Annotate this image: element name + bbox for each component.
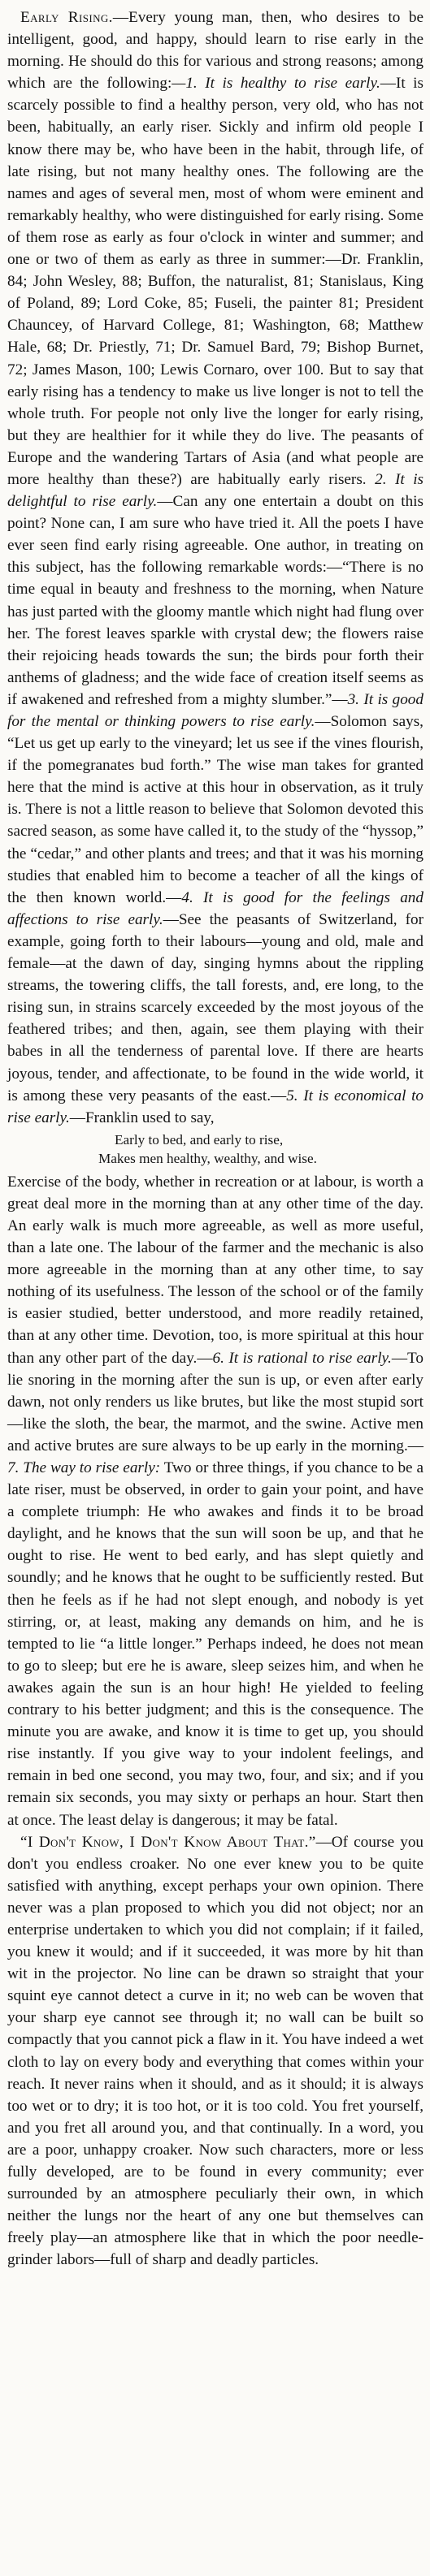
article-early-rising-paragraph-1	[7, 6, 423, 1129]
body-text: —Can any one entertain a doubt on this point? None can, I am sure who have tried it. All the poets I have ever seen find early rising agreeable. One author, in treating on this subject, has the following remarkable words:—“There is no time equal in beauty and freshness to the morning, when Nature has just parted with the gloomy mantle which night had flung over her. The forest leaves sparkle with crystal dew; the flowers raise their rejoicing heads towards the sun; the birds pour forth their anthems of gladness; and the wide face of creation itself seems as if awakened and refreshed from a mighty slumber.”—	[7, 493, 423, 708]
numbered-point: 6. It is rational to rise early.	[212, 1349, 392, 1367]
body-text: —To lie snoring in the morning after the sun is up, or even after early dawn, not only renders us like brutes, but like the most stupid sort—like the sloth, the bear, the marmot, and the swine. Active men and active brutes are sure always to be up early in the morning.—	[7, 1349, 423, 1454]
numbered-point: —1. It is healthy to rise early.	[172, 75, 380, 93]
verse-line: Early to bed, and early to rise,	[115, 1131, 284, 1148]
article-croaker-paragraph	[7, 1831, 423, 2271]
body-text: —Of course you don't you endless croaker. No one ever knew you to be quite satisfied with anything, except perhaps your own opinion. There never was a plan proposed to which you did not object; nor an enterprise undertaken to which you did not complain; if it failed, you knew it would; and if it succeeded, it was more by hit than wit in the projector. No line can be drawn so straight that your squint eye cannot detect a curve in it; no web can be woven that your sharp eye cannot see through it; no wall can be built so compactly that you cannot pick a flaw in it. You have indeed a wet cloth to lay on every body and everything that comes within your reach. It never rains when it should, and as it should; it is always too wet or to dry; it is too hot, or it is too cold. You fret yourself, and you fret all around you, and that continually. In a word, you are a poor, unhappy croaker. Now such characters, more or less fully developed, are to be found in every community; ever surrounded by an atmosphere peculiarly their own, in which neither the lungs nor the heart of any one but themselves can freely play—an atmosphere like that in which the poor needle-grinder labors—full of sharp and deadly particles.	[7, 1833, 424, 2269]
body-text: —Every young man, then, who desires to be intelligent, good, and happy, should learn to rise early in the morning. He should do this for various and strong reasons; among which are the following:	[7, 9, 423, 93]
verse-quote	[7, 1130, 423, 1168]
body-text: —It is scarcely possible to find a healthy person, very old, who has not been, habitually, an early riser. Sickly and infirm old people I know there may be, who have been in the habit, through life, of late rising, but not many healthy ones. The following are the names and ages of several men, most of whom were eminent and remarkably healthy, who were distinguished for early rising. Some of them rose as early as four o'clock in winter and summer; and one or two of them as early as three in summer:—Dr. Franklin, 84; John Wesley, 88; Buffon, the naturalist, 81; Stanislaus, King of Poland, 89; Lord Coke, 85; Fuseli, the painter 81; President Chauncey, of Harvard College, 81; Washington, 68; Matthew Hale, 68; Dr. Priestly, 71; Dr. Samuel Bard, 79; Bishop Burnet, 72; James Mason, 100; Lewis Cornaro, over 100. But to say that early rising has a tendency to make us live longer is not to tell the whole truth. For people not only live the longer for early rising, but they are healthier for it while they do live. The peasants of Europe and the wandering Tartars of Asia (and what people are more healthy than these?) are habitually early risers.	[7, 75, 423, 488]
body-text: Exercise of the body, whether in recreation or at labour, is worth a great deal more in the morning than at any other time of the day. An early walk is much more agreeable, as well as more useful, than a late one. The labour of the farmer and the mechanic is also more agreeable in the morning than at any other time, to say nothing of its usefulness. The lesson of the school or of the family is easier studied, better understood, and more readily retained, than at any other time. Devotion, too, is more spiritual at this hour than any other part of the day.—	[7, 1173, 423, 1367]
numbered-point: 7. The way to rise early:	[7, 1459, 161, 1476]
body-text: —Franklin used to say,	[69, 1109, 215, 1126]
body-text: Two or three things, if you chance to be a late riser, must be observed, in order to gain your point, and have a complete triumph: He who awakes and finds it to be broad daylight, and he knows that the sun will soon be up, and that he ought to rise. He went to bed early, and has slept quietly and soundly; and he knows that he ought to be sufficiently rested. But then he feels as if he had not slept enough, and nobody is yet stirring, or, at least, making any demands on him, and he is tempted to lie “a little longer.” Perhaps indeed, he does not mean to go to sleep; but ere he is aware, sleep seizes him, and when he awakes again the sun is an hour high! He yielded to feeling contrary to his better judgment; and this is the consequence. The minute you are awake, and know it is time to get up, you should rise instantly. If you give way to your indolent feelings, and remain in bed one second, you may two, four, and six; and if you remain six seconds, you may sixty or perhaps an hour. Start then at once. The least delay is dangerous; it may be fatal.	[7, 1459, 423, 1829]
numbered-point: 5. It is economical to rise early.	[7, 1087, 424, 1126]
numbered-point: 4. It is good for the feelings and affections to rise early.	[7, 888, 423, 928]
numbered-point: 3. It is good for the mental or thinking powers to rise early.	[7, 690, 423, 730]
article-heading: “I Don't Know, I Don't Know About That.”	[20, 1833, 316, 1851]
body-text: —See the peasants of Switzerland, for example, going forth to their labours—young and old, male and female—at the dawn of day, singing hymns about the rippling streams, the towering cliffs, the tall forests, and, ere long, to the rising sun, in strains scarcely exceeded by the most joyous of the feathered tribes; and then, again, see them playing with their babes in all the tenderness of parental love. If there are hearts joyous, tender, and affectionate, to be found in the wide world, it is among these very peasants of the east.—	[7, 910, 423, 1104]
article-heading: Early Rising.	[20, 9, 113, 26]
numbered-point: 2. It is delightful to rise early.	[7, 470, 423, 511]
article-early-rising-paragraph-2	[7, 1171, 423, 1831]
verse-line: Makes men healthy, wealthy, and wise.	[98, 1150, 317, 1166]
body-text: —Solomon says, “Let us get up early to the vineyard; let us see if the vines flourish, if the pomegranates bud forth.” The wise man takes for granted here that the mind is active at this hour in observation, as it truly is. There is not a little reason to believe that Solomon devoted this sacred season, as some have called it, to the study of the “hyssop,” the “cedar,” and other plants and trees; and that it was his morning studies that enabled him to become a teacher of all the kings of the then known world.—	[7, 713, 423, 906]
